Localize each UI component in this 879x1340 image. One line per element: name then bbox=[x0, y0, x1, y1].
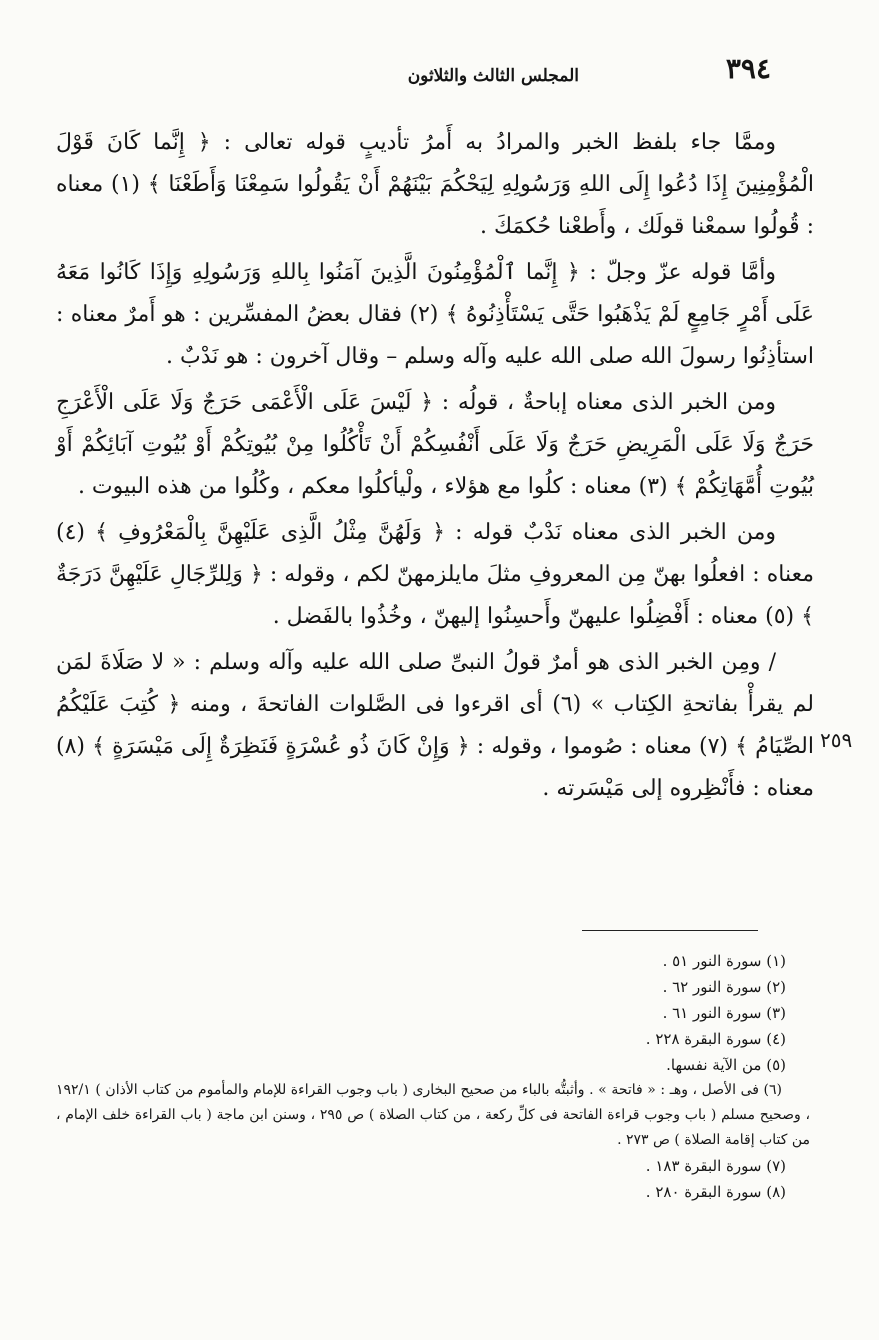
paragraph: ومن الخبر الذى معناه نَدْبٌ قوله : ﴿ وَلَهُنَّ مِثْلُ الَّذِى عَلَيْهِنَّ بِالْمَعْرُوفِ ﴾ (٤) معناه : افعلُوا بهنّ مِن المعروفِ مثلَ مايلزمهنّ لكم ، وقوله : ﴿ وَلِلرِّجَالِ عَلَيْهِنَّ دَرَجَةٌ ﴾ (٥) معناه : أَفْضِلُوا عليهنّ وأَحسِنُوا إليهنّ ، وخُذُوا بالفَضل . bbox=[56, 520, 814, 629]
footnote-divider bbox=[582, 930, 758, 931]
running-title: المجلس الثالث والثلاثون bbox=[407, 66, 579, 86]
footnote: (١) سورة النور ٥١ . bbox=[662, 952, 786, 970]
footnotes bbox=[56, 948, 814, 1205]
page-number: ٣٩٤ bbox=[725, 52, 771, 85]
footnote: (٨) سورة البقرة ٢٨٠ . bbox=[645, 1183, 786, 1201]
footnote: (٦) فى الأصل ، وهـ : « فاتحة » . وأثبتُّه بالباء من صحيح البخارى ( باب وجوب القراءة للإمام والمأموم من كتاب الأذان ) ١٩٢/١ ، وصحيح مسلم ( باب وجوب قراءة الفاتحة فى كلِّ ركعة ، من كتاب الصلاة ) ص ٢٩٥ ، وسنن ابن ماجة ( باب القراءة خلف الإمام ، من كتاب إقامة الصلاة ) ص ٢٧٣ . bbox=[56, 1082, 810, 1148]
paragraph: / ومِن الخبر الذى هو أمرٌ قولُ النبىِّ صلى الله عليه وآله وسلم : « لا صَلَاةَ لمَن لم يقرأْ بفاتحةِ الكِتاب » (٦) أى اقرءوا فى الصَّلوات الفاتحةَ ، ومنه ﴿ كُتِبَ عَلَيْكُمُ الصِّيَامُ ﴾ (٧) معناه : صُوموا ، وقوله : ﴿ وَإِنْ كَانَ ذُو عُسْرَةٍ فَنَظِرَةٌ إِلَى مَيْسَرَةٍ ﴾ (٨) معناه : فأَنْظِروه إلى مَيْسَرته . bbox=[56, 650, 815, 801]
footnote: (٣) سورة النور ٦١ . bbox=[662, 1004, 786, 1022]
paragraph: ومن الخبر الذى معناه إباحةٌ ، قولُه : ﴿ لَيْسَ عَلَى الْأَعْمَى حَرَجٌ وَلَا عَلَى الْأَعْرَجِ حَرَجٌ وَلَا عَلَى الْمَرِيضِ حَرَجٌ وَلَا عَلَى أَنْفُسِكُمْ أَنْ تَأْكُلُوا مِنْ بُيُوتِكُمْ أَوْ بُيُوتِ آبَائِكُمْ أَوْ بُيُوتِ أُمَّهَاتِكُمْ ﴾ (٣) معناه : كلُوا مع هؤلاء ، ولْيأكلُوا معكم ، وكُلُوا من هذه البيوت . bbox=[56, 390, 814, 499]
footnote: (٥) من الآية نفسها. bbox=[666, 1056, 786, 1074]
margin-page-reference: ٢٥٩ bbox=[820, 728, 853, 752]
footnote: (٧) سورة البقرة ١٨٣ . bbox=[645, 1157, 786, 1175]
paragraph: وأمَّا قوله عزّ وجلّ : ﴿ إِنَّما ٱلْمُؤْمِنُونَ الَّذِينَ آمَنُوا بِاللهِ وَرَسُولِهِ وَإِذَا كَانُوا مَعَهُ عَلَى أَمْرٍ جَامِعٍ لَمْ يَذْهَبُوا حَتَّى يَسْتَأْذِنُوهُ ﴾ (٢) فقال بعضُ المفسِّرين : هو أَمرٌ معناه : استأذِنُوا رسولَ الله صلى الله عليه وآله وسلم – وقال آخرون : هو نَدْبٌ . bbox=[56, 260, 814, 369]
footnote: (٤) سورة البقرة ٢٢٨ . bbox=[645, 1030, 786, 1048]
main-text bbox=[56, 122, 814, 814]
footnote: (٢) سورة النور ٦٢ . bbox=[662, 978, 786, 996]
paragraph: وممَّا جاء بلفظ الخبر والمرادُ به أَمرُ تأديبٍ قوله تعالى : ﴿ إِنَّما كَانَ قَوْلَ الْمُؤْمِنِينَ إِذَا دُعُوا إِلَى اللهِ وَرَسُولِهِ لِيَحْكُمَ بَيْنَهُمْ أَنْ يَقُولُوا سَمِعْنَا وَأَطَعْنَا ﴾ (١) معناه : قُولُوا سمعْنا قولَك ، وأَطعْنا حُكمَكَ . bbox=[56, 130, 815, 239]
page-header bbox=[300, 52, 799, 92]
